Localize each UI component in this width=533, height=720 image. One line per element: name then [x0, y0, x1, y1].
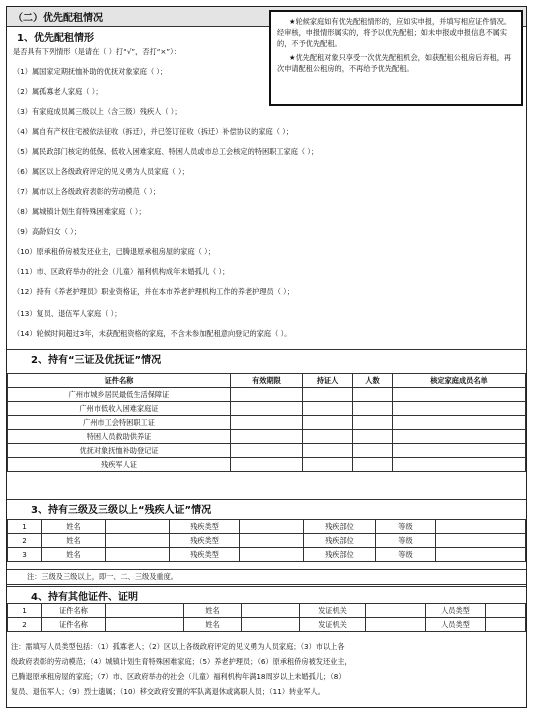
section3-divider — [7, 499, 526, 514]
count-cell[interactable] — [353, 402, 393, 416]
notice-paragraph-2: ★优先配租对象只享受一次优先配租机会，如获配租公租房后弃租，再次申请配租公租房的，不再给予优先配租。 — [277, 53, 512, 73]
org-label: 发证机关 — [300, 618, 366, 632]
person-type-cell[interactable] — [486, 618, 526, 632]
option-13[interactable]: （13）复员、退伍军人家庭（ ）； — [13, 309, 122, 318]
count-cell[interactable] — [353, 430, 393, 444]
disability-note: 注：三级及三级以上，即一、二、三级及重度。 — [7, 569, 526, 585]
name-cell[interactable] — [106, 520, 170, 534]
footnote-line-1: 注：需填写人员类型包括：（1）孤寡老人；（2）区以上各级政府评定的见义勇为人员家庭；（3）市以上各 — [11, 642, 345, 651]
table-row — [8, 548, 526, 562]
person-type-label: 人员类型 — [426, 618, 486, 632]
option-10[interactable]: （10）原承租侨房被发还业主，已腾退原承租房屋的家庭（ ）； — [13, 247, 215, 256]
footnote — [11, 639, 522, 699]
validity-cell[interactable] — [231, 388, 303, 402]
table-row — [8, 402, 526, 416]
table-row — [8, 604, 526, 618]
type-cell[interactable] — [240, 520, 304, 534]
section4-title: 4、持有其他证件、证明 — [31, 592, 138, 603]
validity-cell[interactable] — [231, 402, 303, 416]
name-label: 姓名 — [184, 604, 242, 618]
level-cell[interactable] — [436, 520, 526, 534]
cert-label: 证件名称 — [42, 618, 106, 632]
validity-cell[interactable] — [231, 458, 303, 472]
col-cert-name: 证件名称 — [8, 374, 231, 388]
members-cell[interactable] — [393, 402, 526, 416]
level-cell[interactable] — [436, 534, 526, 548]
holder-cell[interactable] — [303, 458, 353, 472]
footnote-line-2: 级政府表彰的劳动模范；（4）城镇计划生育特殊困难家庭；（5）养老护理员；（6）原承租侨房被发还业主， — [11, 657, 352, 666]
col-validity: 有效期限 — [231, 374, 303, 388]
members-cell[interactable] — [393, 416, 526, 430]
validity-cell[interactable] — [231, 444, 303, 458]
cert-label: 证件名称 — [42, 604, 106, 618]
cert-name: 优抚对象抚恤补助登记证 — [8, 444, 231, 458]
name-label: 姓名 — [42, 534, 106, 548]
org-label: 发证机关 — [300, 604, 366, 618]
part-label: 残疾部位 — [304, 534, 376, 548]
table-row — [8, 388, 526, 402]
section2-title: 2、持有“三证及优抚证”情况 — [31, 355, 162, 366]
footnote-line-4: 复员、退伍军人；（9）烈士遗属；（10）移交政府安置的军队离退休或离职人员；（11）转业军人。 — [11, 687, 325, 696]
name-label: 姓名 — [42, 520, 106, 534]
section1-title: 1、优先配租情形 — [17, 33, 94, 44]
count-cell[interactable] — [353, 444, 393, 458]
option-14[interactable]: （14）轮候时间超过3年，未获配租资格的家庭，不含未参加配租意向登记的家庭（ ）。 — [13, 329, 292, 338]
option-6[interactable]: （6）属区以上各级政府评定的见义勇为人员家庭（ ）； — [13, 167, 189, 176]
type-label: 残疾类型 — [170, 534, 240, 548]
name-label: 姓名 — [42, 548, 106, 562]
org-cell[interactable] — [366, 618, 426, 632]
disability-table — [7, 519, 526, 562]
section2-divider — [7, 349, 526, 364]
row-number: 1 — [8, 604, 42, 618]
row-number: 1 — [8, 520, 42, 534]
org-cell[interactable] — [366, 604, 426, 618]
name-label: 姓名 — [184, 618, 242, 632]
person-type-cell[interactable] — [486, 604, 526, 618]
members-cell[interactable] — [393, 388, 526, 402]
cert-name: 特困人员救助供养证 — [8, 430, 231, 444]
level-cell[interactable] — [436, 548, 526, 562]
cert-name: 广州市工会特困职工证 — [8, 416, 231, 430]
cert-cell[interactable] — [106, 618, 184, 632]
holder-cell[interactable] — [303, 402, 353, 416]
col-count: 人数 — [353, 374, 393, 388]
row-number: 2 — [8, 534, 42, 548]
name-cell[interactable] — [242, 618, 300, 632]
part-label: 残疾部位 — [304, 520, 376, 534]
cert-name: 广州市城乡居民最低生活保障证 — [8, 388, 231, 402]
table-row — [8, 458, 526, 472]
table-row — [8, 534, 526, 548]
table-row — [8, 618, 526, 632]
type-label: 残疾类型 — [170, 548, 240, 562]
notice-box — [269, 10, 523, 106]
level-label: 等级 — [376, 520, 436, 534]
members-cell[interactable] — [393, 430, 526, 444]
header-title: （二）优先配租情况 — [13, 13, 103, 24]
person-type-label: 人员类型 — [426, 604, 486, 618]
type-cell[interactable] — [240, 548, 304, 562]
cert-table — [7, 373, 526, 472]
table-row — [8, 444, 526, 458]
col-holder: 持证人 — [303, 374, 353, 388]
cert-table-header — [8, 374, 526, 388]
section3-title: 3、持有三级及三级以上“残疾人证”情况 — [31, 505, 212, 516]
validity-cell[interactable] — [231, 416, 303, 430]
col-members: 核定家庭成员名单 — [393, 374, 526, 388]
name-cell[interactable] — [106, 534, 170, 548]
holder-cell[interactable] — [303, 430, 353, 444]
option-3[interactable]: （3）有家庭成员属三级以上（含三级）残疾人（ ）； — [13, 107, 182, 116]
holder-cell[interactable] — [303, 444, 353, 458]
part-label: 残疾部位 — [304, 548, 376, 562]
row-number: 2 — [8, 618, 42, 632]
form-page — [6, 6, 527, 708]
count-cell[interactable] — [353, 416, 393, 430]
type-label: 残疾类型 — [170, 520, 240, 534]
cert-name: 广州市低收入困难家庭证 — [8, 402, 231, 416]
other-cert-table — [7, 603, 526, 632]
table-row — [8, 416, 526, 430]
validity-cell[interactable] — [231, 430, 303, 444]
notice-paragraph-1: ★轮候家庭如有优先配租情形的，应如实申报，并填写相应证件情况。经审核，申报情形属实的，将予以优先配租；如未申报或申报信息不属实的，不予优先配租。 — [277, 17, 512, 48]
name-cell[interactable] — [242, 604, 300, 618]
row-number: 3 — [8, 548, 42, 562]
option-7[interactable]: （7）属市以上各级政府表彰的劳动模范（ ）； — [13, 187, 161, 196]
level-label: 等级 — [376, 548, 436, 562]
count-cell[interactable] — [353, 458, 393, 472]
count-cell[interactable] — [353, 388, 393, 402]
table-row — [8, 520, 526, 534]
section4-divider — [7, 586, 526, 601]
option-2[interactable]: （2）属孤寡老人家庭（ ）； — [13, 87, 103, 96]
name-cell[interactable] — [106, 548, 170, 562]
option-4[interactable]: （4）属自有产权住宅被依法征收（拆迁），并已签订征收（拆迁）补偿协议的家庭（ ）； — [13, 127, 293, 136]
type-cell[interactable] — [240, 534, 304, 548]
option-12[interactable]: （12）持有《养老护理员》职业资格证，并在本市养老护理机构工作的养老护理员（ ）； — [13, 287, 294, 296]
holder-cell[interactable] — [303, 388, 353, 402]
holder-cell[interactable] — [303, 416, 353, 430]
table-row — [8, 430, 526, 444]
option-5[interactable]: （5）属民政部门核定的低保、低收入困难家庭、特困人员或市总工会核定的特困职工家庭（ ）； — [13, 147, 319, 156]
footnote-line-3: 已腾退原承租房屋的家庭；（7）市、区政府举办的社会（儿童）福利机构年满18周岁以上未婚孤儿；（8） — [11, 672, 346, 681]
section1-intro: 是否具有下列情形（是请在（ ）打“√”，否打“×”）： — [13, 47, 181, 56]
level-label: 等级 — [376, 534, 436, 548]
option-9[interactable]: （9）高龄妇女（ ）； — [13, 227, 81, 236]
cert-cell[interactable] — [106, 604, 184, 618]
members-cell[interactable] — [393, 458, 526, 472]
option-11[interactable]: （11）市、区政府举办的社会（儿童）福利机构成年未婚孤儿（ ）； — [13, 267, 230, 276]
option-1[interactable]: （1）属国家定期抚恤补助的优抚对象家庭（ ）； — [13, 67, 168, 76]
cert-name: 残疾军人证 — [8, 458, 231, 472]
option-8[interactable]: （8）属城镇计划生育特殊困难家庭（ ）； — [13, 207, 146, 216]
members-cell[interactable] — [393, 444, 526, 458]
